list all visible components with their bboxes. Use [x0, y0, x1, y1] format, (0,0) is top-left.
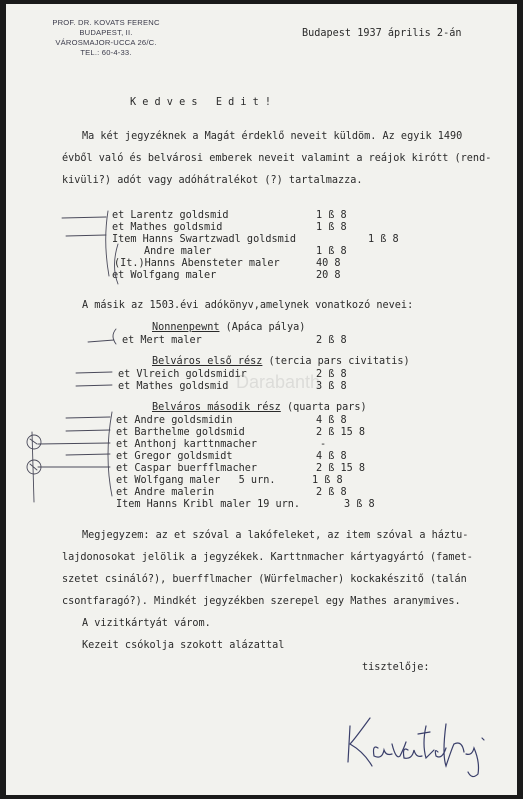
pencil-dash	[38, 443, 110, 444]
salutation: K e d v e s E d i t !	[130, 97, 272, 108]
pencil-dash	[66, 454, 110, 455]
list-value: 1 ß 8	[368, 234, 399, 245]
note-line-2: lajdonosokat jelölik a jegyzékek. Karttnmacher kártyagyártó (famet-	[62, 552, 473, 563]
pencil-dash	[66, 235, 106, 236]
list-item: et Andre goldsmidin	[116, 415, 233, 426]
letterhead-street: VÁROSMAJOR-UCCA 26/C.	[55, 38, 157, 47]
section-heading-note: (Apáca pálya)	[225, 322, 306, 333]
list-item: et Caspar buerfflmacher	[116, 463, 258, 474]
pencil-cross	[30, 439, 37, 444]
list-item: (It.)Hanns Abensteter maler	[114, 258, 280, 269]
letterhead-city: BUDAPEST, II.	[79, 28, 133, 37]
pencil-dash	[66, 417, 110, 418]
list-value: 3 ß 8	[344, 499, 375, 510]
list-value: 40 8	[316, 258, 341, 269]
letterhead-name: PROF. DR. KOVATS FERENC	[52, 18, 160, 27]
list-item: et Mert maler	[122, 335, 202, 346]
list-item: Item Hanns Kribl maler 19 urn.	[116, 499, 301, 510]
pencil-dash	[62, 217, 106, 218]
intro-line-2: évből való és belvárosi emberek neveit valamint a reájok kirótt (rend-	[62, 153, 492, 164]
list-item: et Mathes goldsmid	[118, 381, 229, 392]
list-item: et Vlreich goldsmidir	[118, 369, 247, 380]
list-value: 2 ß 15 8	[316, 463, 366, 474]
list-item: et Wolfgang maler 5 urn.	[116, 475, 276, 486]
pencil-marks	[6, 4, 517, 795]
letter-date: Budapest 1937 április 2-án	[302, 28, 462, 39]
note-line-4: csontfaragó?). Mindkét jegyzékben szerepel egy Mathes aranymives.	[62, 596, 461, 607]
pencil-dash	[88, 340, 114, 342]
list-item: et Larentz goldsmid	[112, 210, 229, 221]
section-heading-note: (quarta pars)	[286, 402, 367, 413]
signature	[342, 704, 502, 784]
list-value: -	[320, 439, 327, 450]
list-item: et Mathes goldsmid	[112, 222, 223, 233]
list-item: et Andre malerin	[116, 487, 215, 498]
intro-line-3: kivüli?) adót vagy adóhátralékot (?) tartalmazza.	[62, 175, 363, 186]
closing-line-1: A vizitkártyát várom.	[82, 618, 211, 629]
list-value: 4 ß 8	[316, 415, 347, 426]
watermark: Darabanth	[236, 372, 321, 392]
list-item: et Wolfgang maler	[112, 270, 217, 281]
letterhead-tel: TEL.: 60-4-33.	[80, 48, 132, 57]
closing-line-2: Kezeit csókolja szokott alázattal	[82, 640, 285, 651]
note-line-1: Megjegyzem: az et szóval a lakófeleket, az item szóval a háztu-	[82, 530, 469, 541]
pencil-dash	[76, 385, 112, 386]
pencil-bracket	[113, 329, 116, 344]
section-heading-note: (tercia pars civitatis)	[268, 356, 410, 367]
list-value: 4 ß 8	[316, 451, 347, 462]
pencil-dash	[76, 372, 112, 373]
letter-page	[6, 4, 517, 795]
list-value: 1 ß 8	[316, 210, 347, 221]
list-item: Item Hanns Swartzwadl goldsmid	[112, 234, 297, 245]
list-value: 20 8	[316, 270, 341, 281]
list-value: 1 ß 8	[312, 475, 343, 486]
list-value: 2 ß 15 8	[316, 427, 366, 438]
list-value: 1 ß 8	[316, 246, 347, 257]
pencil-bracket	[106, 211, 109, 276]
list-value: 2 ß 8	[316, 487, 347, 498]
section-heading-title: Nonnenpewnt	[152, 322, 220, 333]
list-value: 1 ß 8	[316, 222, 347, 233]
section-heading-title: Belváros második rész	[152, 402, 281, 413]
list-value: 2 ß 8	[316, 335, 347, 346]
list-item: et Barthelme goldsmid	[116, 427, 245, 438]
pencil-bracket	[115, 244, 119, 284]
section-heading-title: Belváros első rész	[152, 356, 263, 367]
note-line-3: szetet csináló?), buerfflmacher (Würfelmacher) kockakészitő (talán	[62, 574, 467, 585]
closing-line-3: tisztelője:	[362, 662, 430, 673]
list-value: 2 ß 8	[316, 369, 347, 380]
list-value: 3 ß 8	[316, 381, 347, 392]
list-item: et Anthonj karttnmacher	[116, 439, 258, 450]
second-intro: A másik az 1503.évi adókönyv,amelynek vonatkozó nevei:	[82, 300, 414, 311]
list-item: Andre maler	[144, 246, 212, 257]
intro-line-1: Ma két jegyzéknek a Magát érdeklő neveit küldöm. Az egyik 1490	[82, 131, 463, 142]
pencil-dash	[66, 430, 110, 431]
list-item: et Gregor goldsmidt	[116, 451, 233, 462]
